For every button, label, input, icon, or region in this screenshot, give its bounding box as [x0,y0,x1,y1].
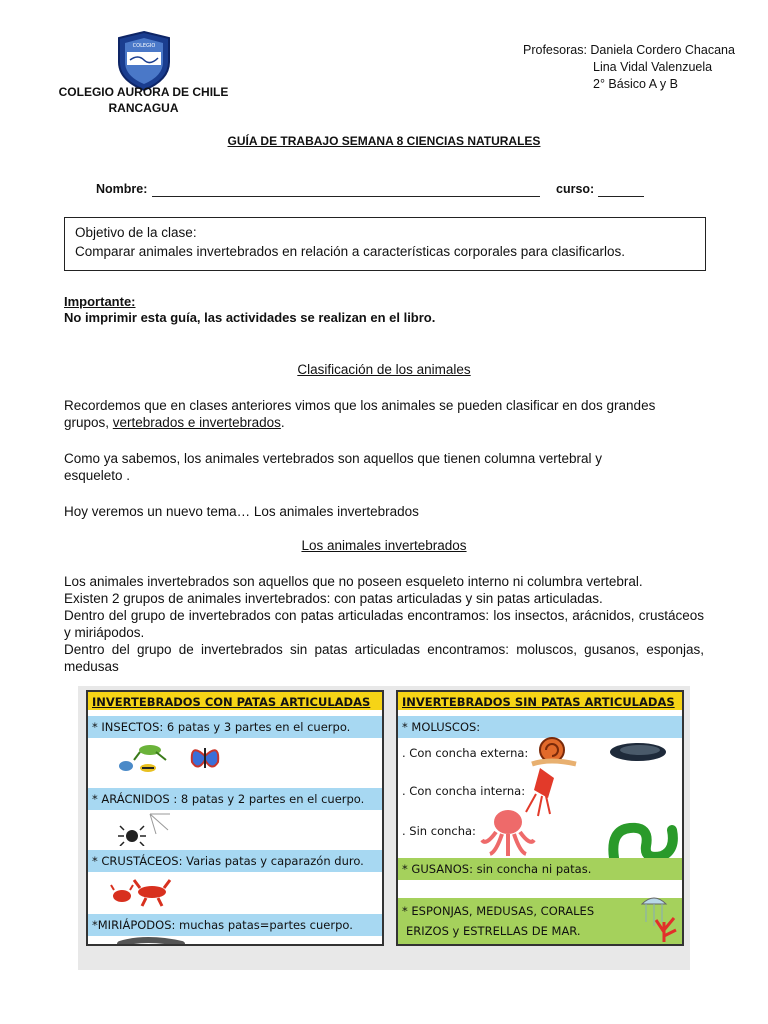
jellyfish-coral-icon [636,892,682,944]
row-concha-interna: . Con concha interna: [402,784,526,798]
row-miriapodos: *MIRIÁPODOS: muchas patas=partes cuerpo. [88,914,382,936]
paragraph-grupos-text: Recordemos que en clases anteriores vimos que los animales se pueden clasificar en dos grandes grupos, [64,398,656,430]
invertebrates-illustration [78,686,690,970]
invertebrados-line-4: Dentro del grupo de invertebrados sin patas articuladas encontramos: moluscos, gusanos, esponjas, medusas [64,642,704,674]
invertebrados-line-1: Los animales invertebrados son aquellos que no poseen esqueleto interno ni columbra vertebral. [64,574,643,589]
row-crustaceos: * CRUSTÁCEOS: Varias patas y caparazón duro. [88,850,382,872]
row-gusanos: * GUSANOS: sin concha ni patas. [398,858,682,880]
panel-sin-patas [396,690,684,946]
paragraph-nuevo-tema: Hoy veremos un nuevo tema… Los animales invertebrados [64,504,419,519]
objective-box [64,217,706,271]
row-insectos: * INSECTOS: 6 patas y 3 partes en el cuerpo. [88,716,382,738]
row-esponjas-line-2: ERIZOS y ESTRELLAS DE MAR. [406,924,581,938]
school-name: COLEGIO AURORA DE CHILE [58,85,229,99]
nombre-label: Nombre: [96,182,148,196]
paragraph-grupos-end: . [280,415,285,430]
objective-text: Comparar animales invertebrados en relación a características corporales para clasificarlos. [75,244,625,259]
heading-clasificacion: Clasificación de los animales [297,362,471,377]
important-note [64,294,435,326]
important-text: No imprimir esta guía, las actividades se realizan en el libro. [64,310,436,325]
panel-sin-patas-title: INVERTEBRADOS SIN PATAS ARTICULADAS [398,692,682,710]
paragraph-vertebrados: Como ya sabemos, los animales vertebrados son aquellos que tienen columna vertebral y esqueleto . [64,451,603,483]
nombre-field[interactable] [152,196,540,197]
teachers-block [523,42,735,93]
teachers-line-1: Profesoras: Daniela Cordero Chacana [523,43,735,57]
svg-text:COLEGIO: COLEGIO [132,43,156,49]
row-aracnidos: * ARÁCNIDOS : 8 patas y 2 partes en el cuerpo. [88,788,382,810]
objective-label: Objetivo de la clase: [75,225,197,240]
row-sin-concha: . Sin concha: [402,824,476,838]
curso-field[interactable] [598,196,644,197]
panel-con-patas-title: INVERTEBRADOS CON PATAS ARTICULADAS [88,692,382,710]
vertebrados-invertebrados-text: vertebrados e invertebrados [112,415,281,430]
school-city: RANCAGUA [108,101,179,115]
spider-icon [118,812,178,846]
row-esponjas-line-1: * ESPONJAS, MEDUSAS, CORALES [402,904,595,918]
row-concha-externa: . Con concha externa: [402,746,529,760]
octopus-icon [480,806,536,860]
row-moluscos: * MOLUSCOS: [398,716,682,738]
teachers-line-2: Lina Vidal Valenzuela [593,60,713,74]
school-crest-logo [114,30,174,92]
course-label: 2° Básico A y B [593,77,678,91]
important-label: Importante: [64,294,136,309]
invertebrados-text-block [64,573,704,675]
crab-lobster-icon [110,874,180,908]
page-title: GUÍA DE TRABAJO SEMANA 8 CIENCIAS NATURALES [227,134,541,148]
paragraph-grupos [64,397,704,431]
invertebrados-line-2: Existen 2 grupos de animales invertebrados: con patas articuladas y sin patas articuladas. [64,591,603,606]
school-name-block [56,84,231,116]
heading-invertebrados: Los animales invertebrados [301,538,467,553]
panel-con-patas [86,690,384,946]
insects-icon [110,740,260,776]
invertebrados-line-3: Dentro del grupo de invertebrados con patas articuladas encontramos: los insectos, arácnidos, crustáceos y miriápodos. [64,608,704,640]
curso-label: curso: [556,182,595,196]
millipede-icon [116,936,186,946]
